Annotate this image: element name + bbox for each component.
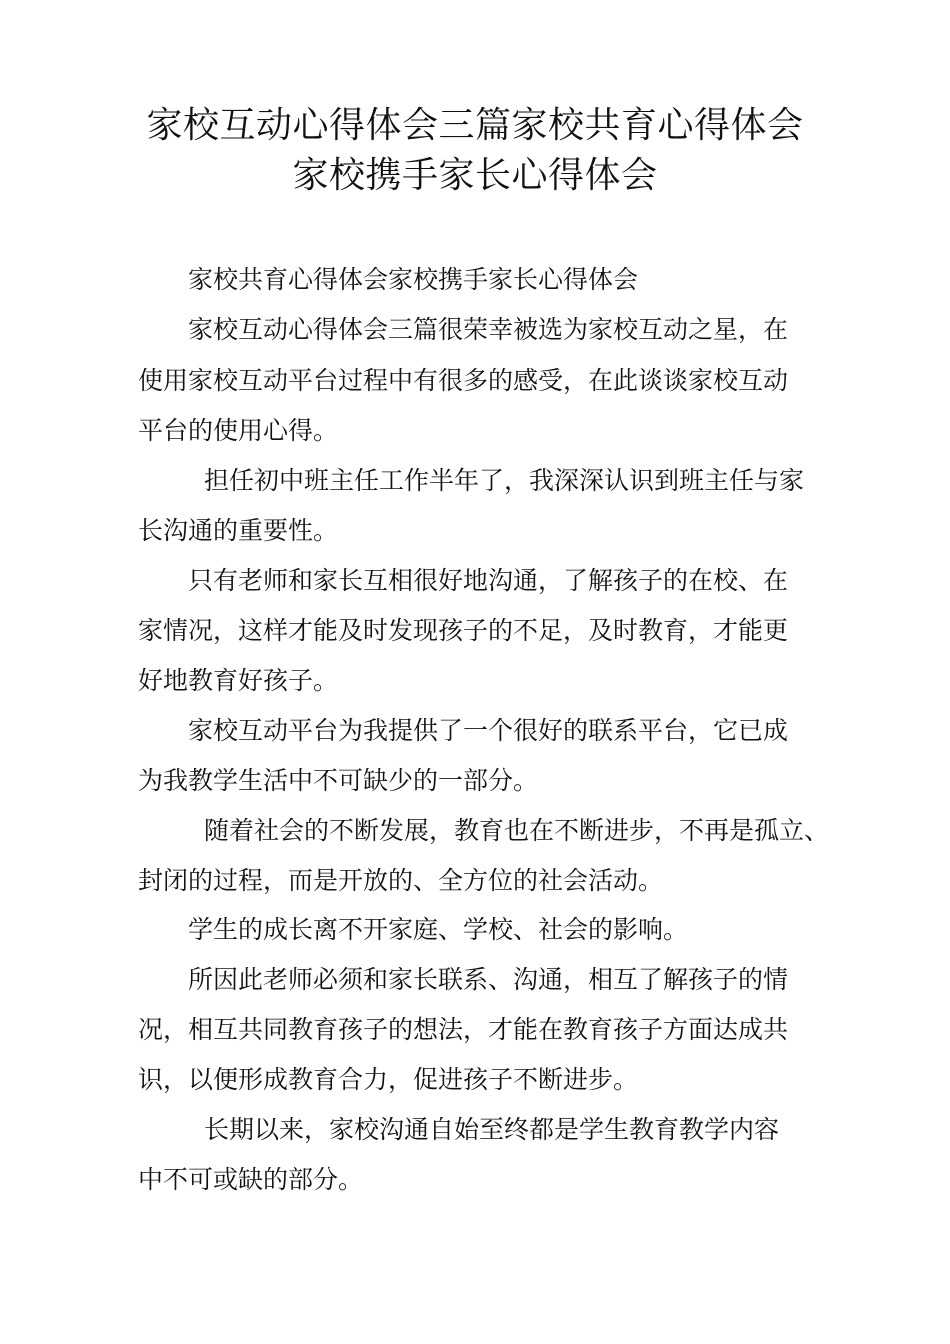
paragraph-line: 况，相互共同教育孩子的想法，才能在教育孩子方面达成共 (138, 1015, 789, 1044)
paragraph-line: 家校共育心得体会家校携手家长心得体会 (188, 265, 639, 294)
paragraph-line: 长沟通的重要性。 (138, 516, 339, 545)
paragraph-line: 好地教育好孩子。 (138, 666, 339, 695)
paragraph-line: 平台的使用心得。 (138, 416, 339, 445)
paragraph-line: 家校互动心得体会三篇很荣幸被选为家校互动之星，在 (188, 315, 789, 344)
paragraph-line: 担任初中班主任工作半年了，我深深认识到班主任与家 (204, 466, 805, 495)
paragraph-line: 为我教学生活中不可缺少的一部分。 (138, 766, 539, 795)
paragraph-line: 学生的成长离不开家庭、学校、社会的影响。 (188, 915, 689, 944)
paragraph-line: 只有老师和家长互相很好地沟通，了解孩子的在校、在 (188, 566, 789, 595)
paragraph-line: 使用家校互动平台过程中有很多的感受，在此谈谈家校互动 (138, 366, 789, 395)
paragraph-line: 所因此老师必须和家长联系、沟通，相互了解孩子的情 (188, 965, 789, 994)
paragraph-line: 封闭的过程，而是开放的、全方位的社会活动。 (138, 866, 664, 895)
paragraph-line: 中不可或缺的部分。 (138, 1165, 364, 1194)
paragraph-line: 家校互动平台为我提供了一个很好的联系平台，它已成 (188, 716, 789, 745)
paragraph-line: 随着社会的不断发展，教育也在不断进步，不再是孤立、 (204, 816, 830, 845)
paragraph-line: 长期以来，家校沟通自始至终都是学生教育教学内容 (204, 1115, 780, 1144)
paragraph-line: 识，以便形成教育合力，促进孩子不断进步。 (138, 1065, 639, 1094)
document-title-line-2: 家校携手家长心得体会 (292, 155, 658, 196)
document-title-line-1: 家校互动心得体会三篇家校共育心得体会 (146, 105, 804, 146)
paragraph-line: 家情况，这样才能及时发现孩子的不足，及时教育，才能更 (138, 616, 789, 645)
